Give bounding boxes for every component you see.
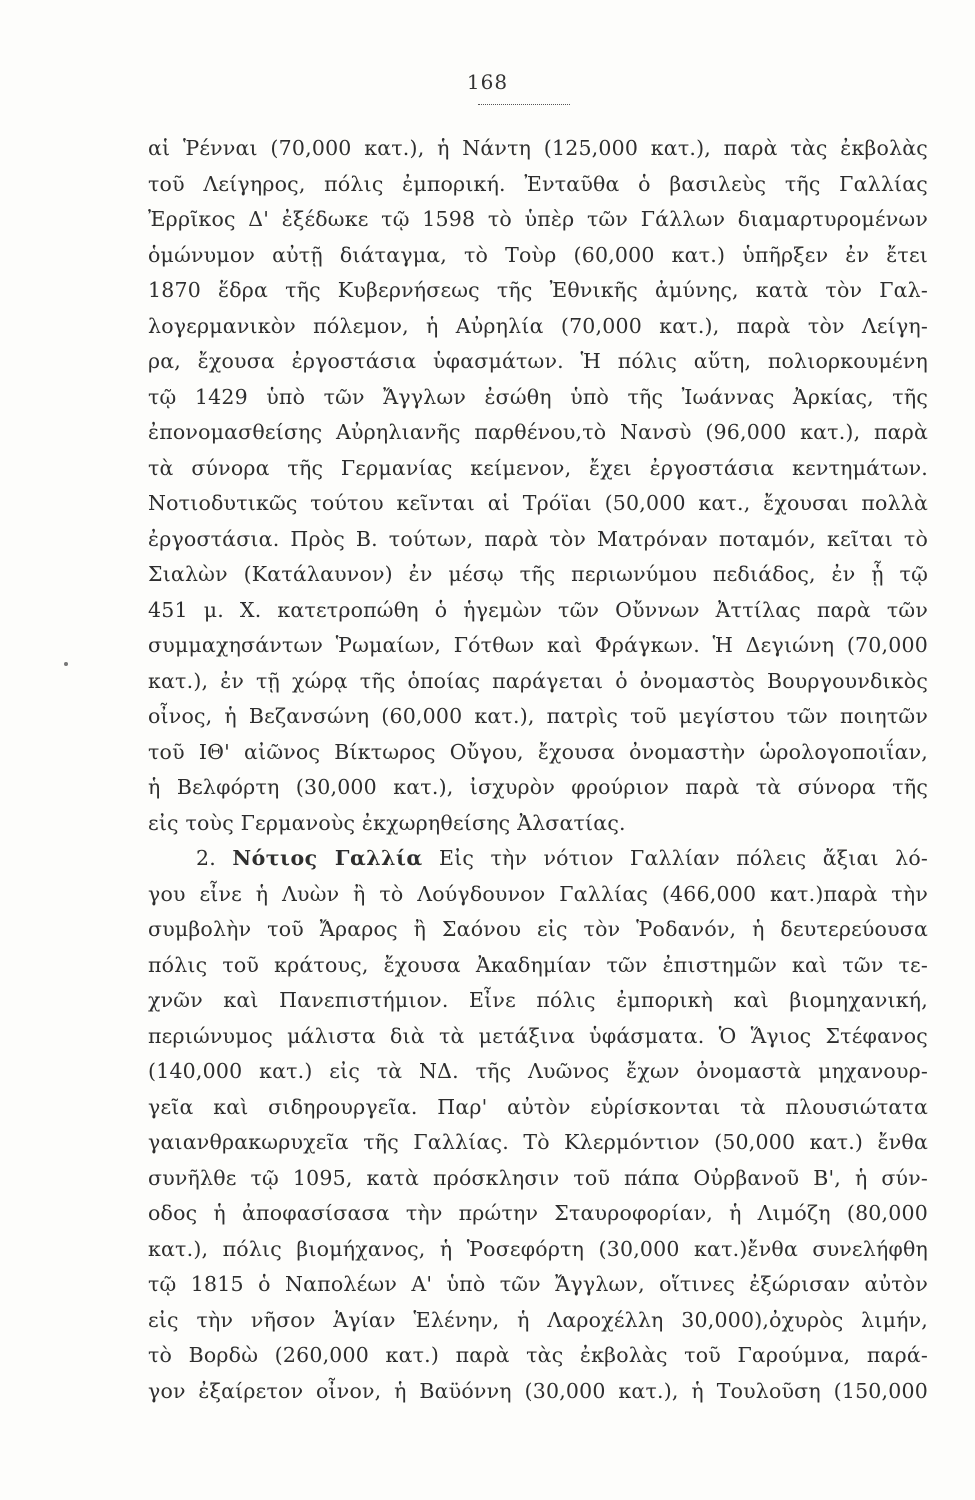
body-text: [148, 131, 928, 1409]
text-line: Νοτιοδυτικῶς τούτου κεῖνται αἱ Τρόϊαι (50,000 κατ., ἔχουσαι πολλὰ: [148, 491, 928, 515]
text-line: τοῦ Λείγηρος, πόλις ἐμπορική. Ἐνταῦθα ὁ βασιλεὺς τῆς Γαλλίας: [148, 171, 928, 196]
section-heading: Νότιος Γαλλία: [232, 846, 423, 870]
text-line: οδος ἡ ἀποφασίσασα τὴν πρώτην Σταυροφορίαν, ἡ Λιμόζη (80,000: [148, 1201, 928, 1225]
page-number: 168: [466, 70, 509, 94]
text-line: συμμαχησάντων Ῥωμαίων, Γότθων καὶ Φράγκων. Ἡ Δεγιώνη (70,000: [148, 633, 928, 657]
text-line: (140,000 κατ.) εἰς τὰ ΝΔ. τῆς Λυῶνος ἔχων ὀνομαστὰ μηχανουρ-: [148, 1059, 928, 1083]
text-line: ἐργοστάσια. Πρὸς Β. τούτων, παρὰ τὸν Ματρόναν ποταμόν, κεῖται τὸ: [148, 526, 928, 551]
text-line: 1870 ἕδρα τῆς Κυβερνήσεως τῆς Ἐθνικῆς ἀμύνης, κατὰ τὸν Γαλ-: [148, 278, 928, 302]
text-line: εἰς τοὺς Γερμανοὺς ἐκχωρηθείσης Ἀλσατίας.: [148, 810, 626, 835]
text-line: 451 μ. Χ. κατετροπώθη ὁ ἡγεμὼν τῶν Οὔννων Ἀττίλας παρὰ τῶν: [148, 597, 928, 622]
text-line: συμβολὴν τοῦ Ἄραρος ἢ Σαόνου εἰς τὸν Ῥοδανόν, ἡ δευτερεύουσα: [148, 917, 928, 941]
text-line: κατ.), ἐν τῇ χώρᾳ τῆς ὁποίας παράγεται ὁ ὀνομαστὸς Βουργουνδικὸς: [148, 668, 928, 693]
text-line: λογερμανικὸν πόλεμον, ἡ Αὐρηλία (70,000 κατ.), παρὰ τὸν Λείγη-: [148, 313, 928, 338]
text-line: Σιαλὼν (Κατάλαυνον) ἐν μέσῳ τῆς περιωνύμου πεδιάδος, ἐν ᾗ τῷ: [148, 562, 928, 586]
text-line: ἐπονομασθείσης Αὐρηλιανῆς παρθένου,τὸ Νανσὺ (96,000 κατ.), παρὰ: [148, 420, 928, 444]
text-line: Ἐρρῖκος Δ' ἐξέδωκε τῷ 1598 τὸ ὑπὲρ τῶν Γάλλων διαμαρτυρομένων: [148, 207, 928, 231]
text-line: ὁμώνυμον αὐτῇ διάταγμα, τὸ Τοὺρ (60,000 κατ.) ὑπῆρξεν ἐν ἔτει: [148, 242, 928, 267]
text-line: τοῦ ΙΘ' αἰῶνος Βίκτωρος Οὔγου, ἔχουσα ὀνομαστὴν ὡρολογοποιΐαν,: [148, 739, 928, 764]
text-line: οἶνος, ἡ Βεζανσώνη (60,000 κατ.), πατρὶς τοῦ μεγίστου τῶν ποιητῶν: [148, 704, 928, 728]
text-line: περιώνυμος μάλιστα διὰ τὰ μετάξινα ὑφάσματα. Ὁ Ἅγιος Στέφανος: [148, 1023, 928, 1048]
text-line: ἡ Βελφόρτη (30,000 κατ.), ἰσχυρὸν φρούριον παρὰ τὰ σύνορα τῆς: [148, 775, 928, 799]
text-line: τῷ 1429 ὑπὸ τῶν Ἄγγλων ἐσώθη ὑπὸ τῆς Ἰωάννας Ἀρκίας, τῆς: [148, 384, 928, 409]
text-line: συνῆλθε τῷ 1095, κατὰ πρόσκλησιν τοῦ πάπα Οὐρβανοῦ Β', ἡ σύν-: [148, 1165, 928, 1190]
text-line: τὸ Βορδὼ (260,000 κατ.) παρὰ τὰς ἐκβολὰς τοῦ Γαρούμνα, παρά-: [148, 1343, 928, 1367]
text-line: γεῖα καὶ σιδηρουργεῖα. Παρ' αὐτὸν εὑρίσκονται τὰ πλουσιώτατα: [148, 1094, 928, 1119]
text-line: τῷ 1815 ὁ Ναπολέων Α' ὑπὸ τῶν Ἄγγλων, οἵτινες ἐξώρισαν αὐτὸν: [148, 1272, 928, 1296]
text-line: κατ.), πόλις βιομήχανος, ἡ Ῥοσεφόρτη (30,000 κατ.)ἔνθα συνελήφθη: [148, 1236, 928, 1261]
text-line: γου εἶνε ἡ Λυὼν ἢ τὸ Λούγδουνον Γαλλίας (466,000 κατ.)παρὰ τὴν: [148, 881, 928, 906]
text-line: εἰς τὴν νῆσον Ἁγίαν Ἑλένην, ἡ Λαροχέλλη 30,000),ὀχυρὸς λιμήν,: [148, 1307, 928, 1332]
page-number-underline: [478, 104, 570, 105]
text-line: πόλις τοῦ κράτους, ἔχουσα Ἀκαδημίαν τῶν ἐπιστημῶν καὶ τῶν τε-: [148, 952, 928, 977]
text-line: χνῶν καὶ Πανεπιστήμιον. Εἶνε πόλις ἐμπορικὴ καὶ βιομηχανική,: [148, 988, 928, 1012]
text-line: τὰ σύνορα τῆς Γερμανίας κείμενον, ἔχει ἐργοστάσια κεντημάτων.: [148, 455, 928, 480]
section-first-line: Εἰς τὴν νότιον Γαλλίαν πόλεις ἄξιαι λό-: [439, 846, 928, 870]
text-line: γον ἐξαίρετον οἶνον, ἡ Βαϋόννη (30,000 κατ.), ἡ Τουλοῦση (150,000: [148, 1378, 928, 1403]
margin-speck: [64, 662, 68, 666]
text-line: αἱ Ῥένναι (70,000 κατ.), ἡ Νάντη (125,000 κατ.), παρὰ τὰς ἐκβολὰς: [148, 136, 928, 160]
section-heading-line: [148, 841, 928, 877]
section-number: 2.: [196, 846, 216, 870]
text-line: γαιανθρακωρυχεῖα τῆς Γαλλίας. Τὸ Κλερμόντιον (50,000 κατ.) ἔνθα: [148, 1130, 928, 1154]
text-line: ρα, ἔχουσα ἐργοστάσια ὑφασμάτων. Ἡ πόλις αὕτη, πολιορκουμένη: [148, 349, 928, 373]
